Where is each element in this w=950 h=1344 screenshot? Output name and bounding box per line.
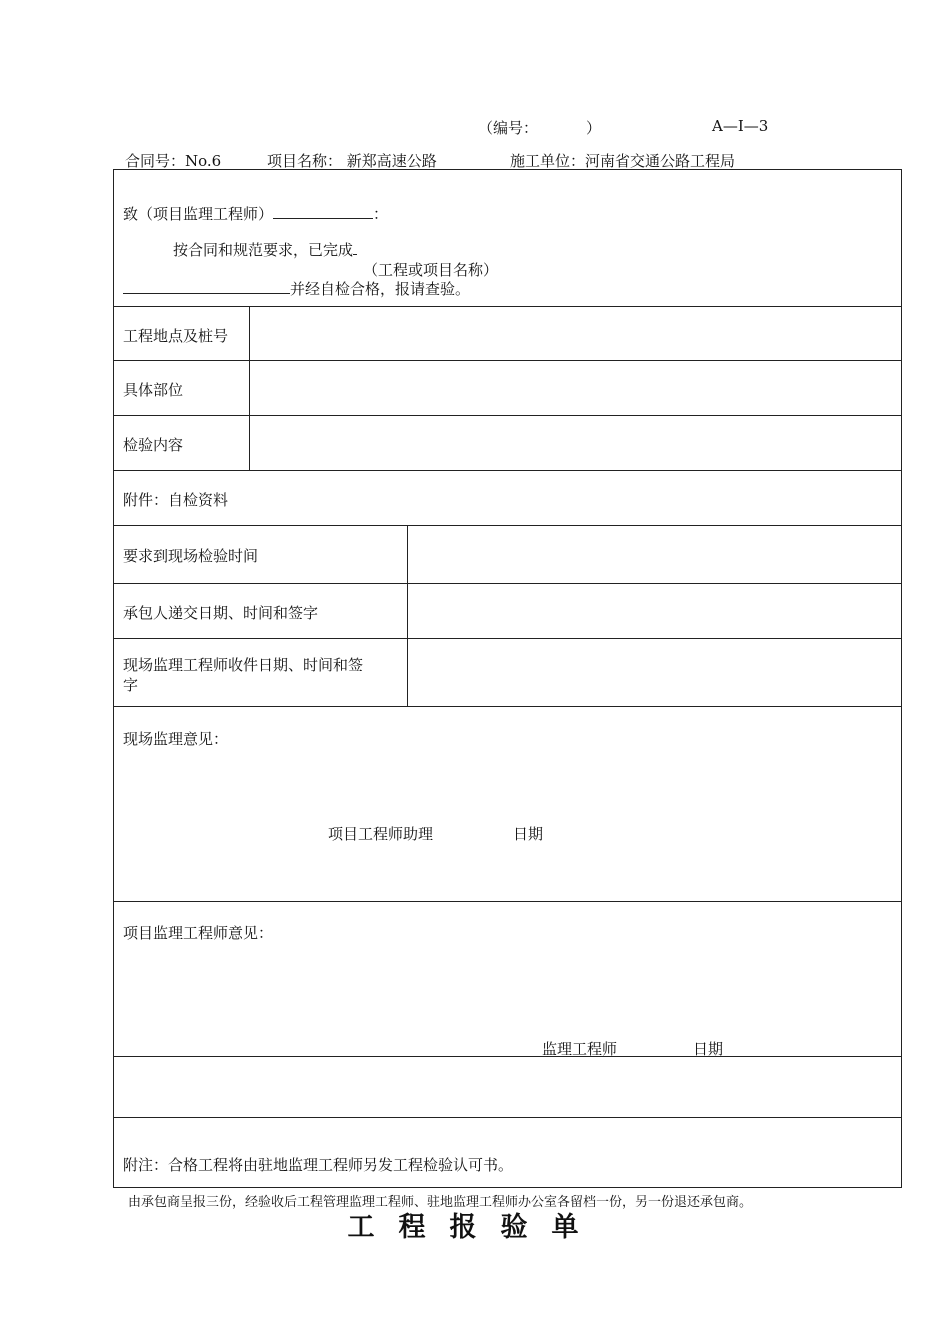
- row-divider: [114, 306, 901, 307]
- row-divider: [114, 1056, 901, 1057]
- number-label: （编号：: [478, 119, 539, 137]
- completion-blank[interactable]: [353, 240, 357, 255]
- part-label: 具体部位: [123, 381, 184, 399]
- distribution-note: 由承包商呈报三份，经验收后工程管理监理工程师、驻地监理工程师办公室各留档一份，另一份退还承包商。: [128, 1195, 753, 1210]
- content-field[interactable]: [254, 419, 894, 465]
- row-divider: [114, 706, 901, 707]
- receive-label-line2: 字: [123, 676, 139, 694]
- addressee-label: 致（项目监理工程师）: [123, 205, 274, 223]
- request-time-label: 要求到现场检验时间: [123, 547, 259, 565]
- site-opinion-date-label: 日期: [513, 825, 544, 843]
- column-divider: [407, 525, 408, 706]
- receive-field[interactable]: [412, 643, 894, 701]
- project-name-hint: （工程或项目名称）: [363, 261, 499, 279]
- assistant-engineer-label: 项目工程师助理: [328, 825, 434, 843]
- contract-number: 合同号：No.6: [125, 152, 222, 170]
- inspection-form-table: [113, 169, 902, 1188]
- column-divider: [249, 306, 250, 470]
- completion-line: [173, 239, 357, 260]
- blank-row[interactable]: [123, 1062, 893, 1112]
- row-divider: [114, 583, 901, 584]
- self-check-line: [123, 278, 470, 299]
- part-field[interactable]: [254, 364, 894, 410]
- project-name-blank[interactable]: [123, 279, 290, 294]
- row-divider: [114, 360, 901, 361]
- location-label: 工程地点及桩号: [123, 327, 229, 345]
- row-divider: [114, 415, 901, 416]
- location-field[interactable]: [254, 310, 894, 356]
- submit-label: 承包人递交日期、时间和签字: [123, 604, 319, 622]
- addressee-line: [123, 203, 388, 224]
- content-label: 检验内容: [123, 436, 184, 454]
- row-divider: [114, 525, 901, 526]
- submit-field[interactable]: [412, 587, 894, 633]
- completion-text: 按合同和规范要求，已完成: [173, 241, 354, 259]
- remark-note: 附注：合格工程将由驻地监理工程师另发工程检验认可书。: [123, 1156, 514, 1174]
- request-time-field[interactable]: [412, 530, 894, 578]
- form-title: 工程报验单: [347, 1212, 603, 1243]
- row-divider: [114, 901, 901, 902]
- addressee-colon: ：: [373, 205, 389, 223]
- row-divider: [114, 638, 901, 639]
- row-divider: [114, 470, 901, 471]
- contractor-unit: 施工单位：河南省交通公路工程局: [510, 152, 736, 170]
- receive-label-line1: 现场监理工程师收件日期、时间和签: [123, 656, 364, 674]
- self-check-text: 并经自检合格，报请查验。: [290, 280, 471, 298]
- site-opinion-label: 现场监理意见：: [123, 730, 229, 748]
- number-close: ）: [586, 119, 602, 137]
- project-name: 项目名称： 新郑高速公路: [267, 152, 437, 170]
- row-divider: [114, 1117, 901, 1118]
- form-code: A—Ⅰ—3: [712, 117, 769, 135]
- addressee-blank[interactable]: [273, 204, 373, 219]
- attachment-label: 附件：自检资料: [123, 491, 229, 509]
- engineer-opinion-label: 项目监理工程师意见：: [123, 924, 274, 942]
- supervising-engineer-label: 监理工程师: [542, 1040, 618, 1058]
- engineer-opinion-date-label: 日期: [693, 1040, 724, 1058]
